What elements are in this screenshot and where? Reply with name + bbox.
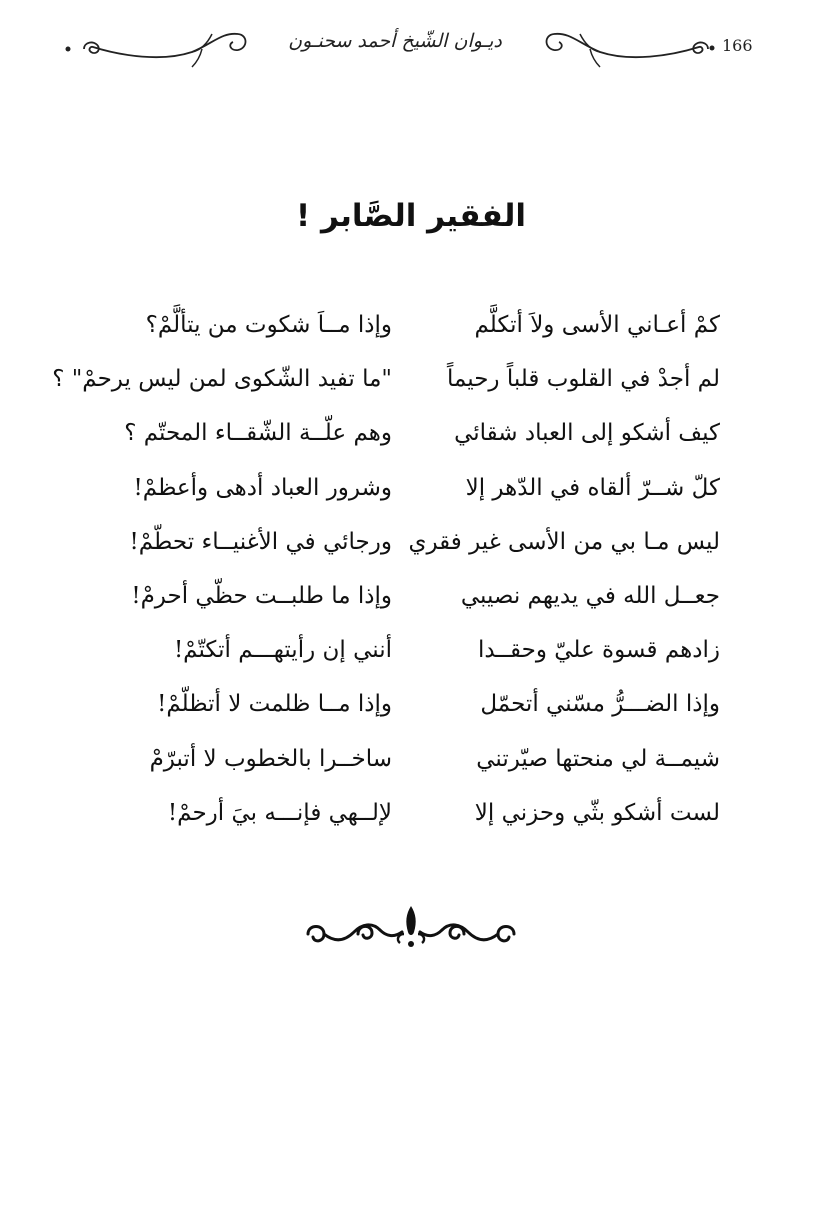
page-number: 166: [722, 36, 753, 55]
verse-second-hemistich: وإذا ما طلبــت حظّي أحرمْ!: [131, 582, 392, 609]
poem-verses: [52, 298, 720, 840]
flourish-icon: [62, 22, 252, 72]
verse: [100, 298, 720, 352]
verse: [100, 515, 720, 569]
verse: [100, 732, 720, 786]
verse-second-hemistich: وشرور العباد أدهى وأعظمْ!: [133, 474, 392, 501]
verse: [100, 677, 720, 731]
fleuron-ornament-icon: [300, 900, 522, 956]
verse: [100, 461, 720, 515]
verse-first-hemistich: لست أشكو بثّي وحزني إلا: [474, 799, 720, 826]
verse: [100, 786, 720, 840]
running-header: [0, 22, 822, 72]
verse-second-hemistich: وإذا مــا ظلمت لا أتظلّمْ!: [157, 691, 392, 718]
verse-first-hemistich: شيمــة لي منحتها صيّرتني: [476, 745, 720, 772]
verse-second-hemistich: وإذا مــاَ شكوت من يتألَّمْ؟: [145, 312, 392, 338]
verse-first-hemistich: لم أجدْ في القلوب قلباً رحيماً: [446, 366, 720, 393]
verse-second-hemistich: "ما تفيد الشّكوى لمن ليس يرحمْ" ؟: [52, 366, 392, 393]
verse-first-hemistich: وإذا الضـــرُّ مسّني أتحمّل: [480, 691, 720, 718]
verse: [52, 352, 720, 406]
verse-second-hemistich: ساخــرا بالخطوب لا أتبرّمْ: [149, 745, 392, 772]
verse: [100, 623, 720, 677]
verse-first-hemistich: زادهم قسوة عليّ وحقــدا: [478, 637, 720, 664]
verse-first-hemistich: كمْ أعـاني الأسى ولاَ أتكلَّم: [474, 312, 720, 338]
poem-title: الفقير الصَّابر !: [296, 198, 526, 234]
separator-dot-icon: [708, 44, 716, 52]
verse-second-hemistich: أنني إن رأيتهـــم أتكتّمْ!: [173, 637, 392, 664]
verse-first-hemistich: جعــل الله في يديهم نصيبي: [460, 582, 720, 609]
verse: [100, 569, 720, 623]
verse-first-hemistich: كلّ شــرّ ألقاه في الدّهر إلا: [465, 474, 720, 501]
verse-second-hemistich: لإلــهي فإنـــه بيَ أرحمْ!: [167, 799, 392, 826]
running-title: ديـوان الشّيخ أحمد سحنـون: [288, 30, 502, 52]
verse-first-hemistich: كيف أشكو إلى العباد شقائي: [454, 420, 720, 447]
verse-second-hemistich: وهم علّــة الشّقــاء المحتّم ؟: [124, 420, 392, 447]
verse: [100, 406, 720, 460]
flourish-icon: [540, 22, 716, 72]
verse-second-hemistich: ورجائي في الأغنيــاء تحطّمْ!: [129, 528, 392, 555]
verse-first-hemistich: ليس مـا بي من الأسى غير فقري: [408, 528, 720, 555]
